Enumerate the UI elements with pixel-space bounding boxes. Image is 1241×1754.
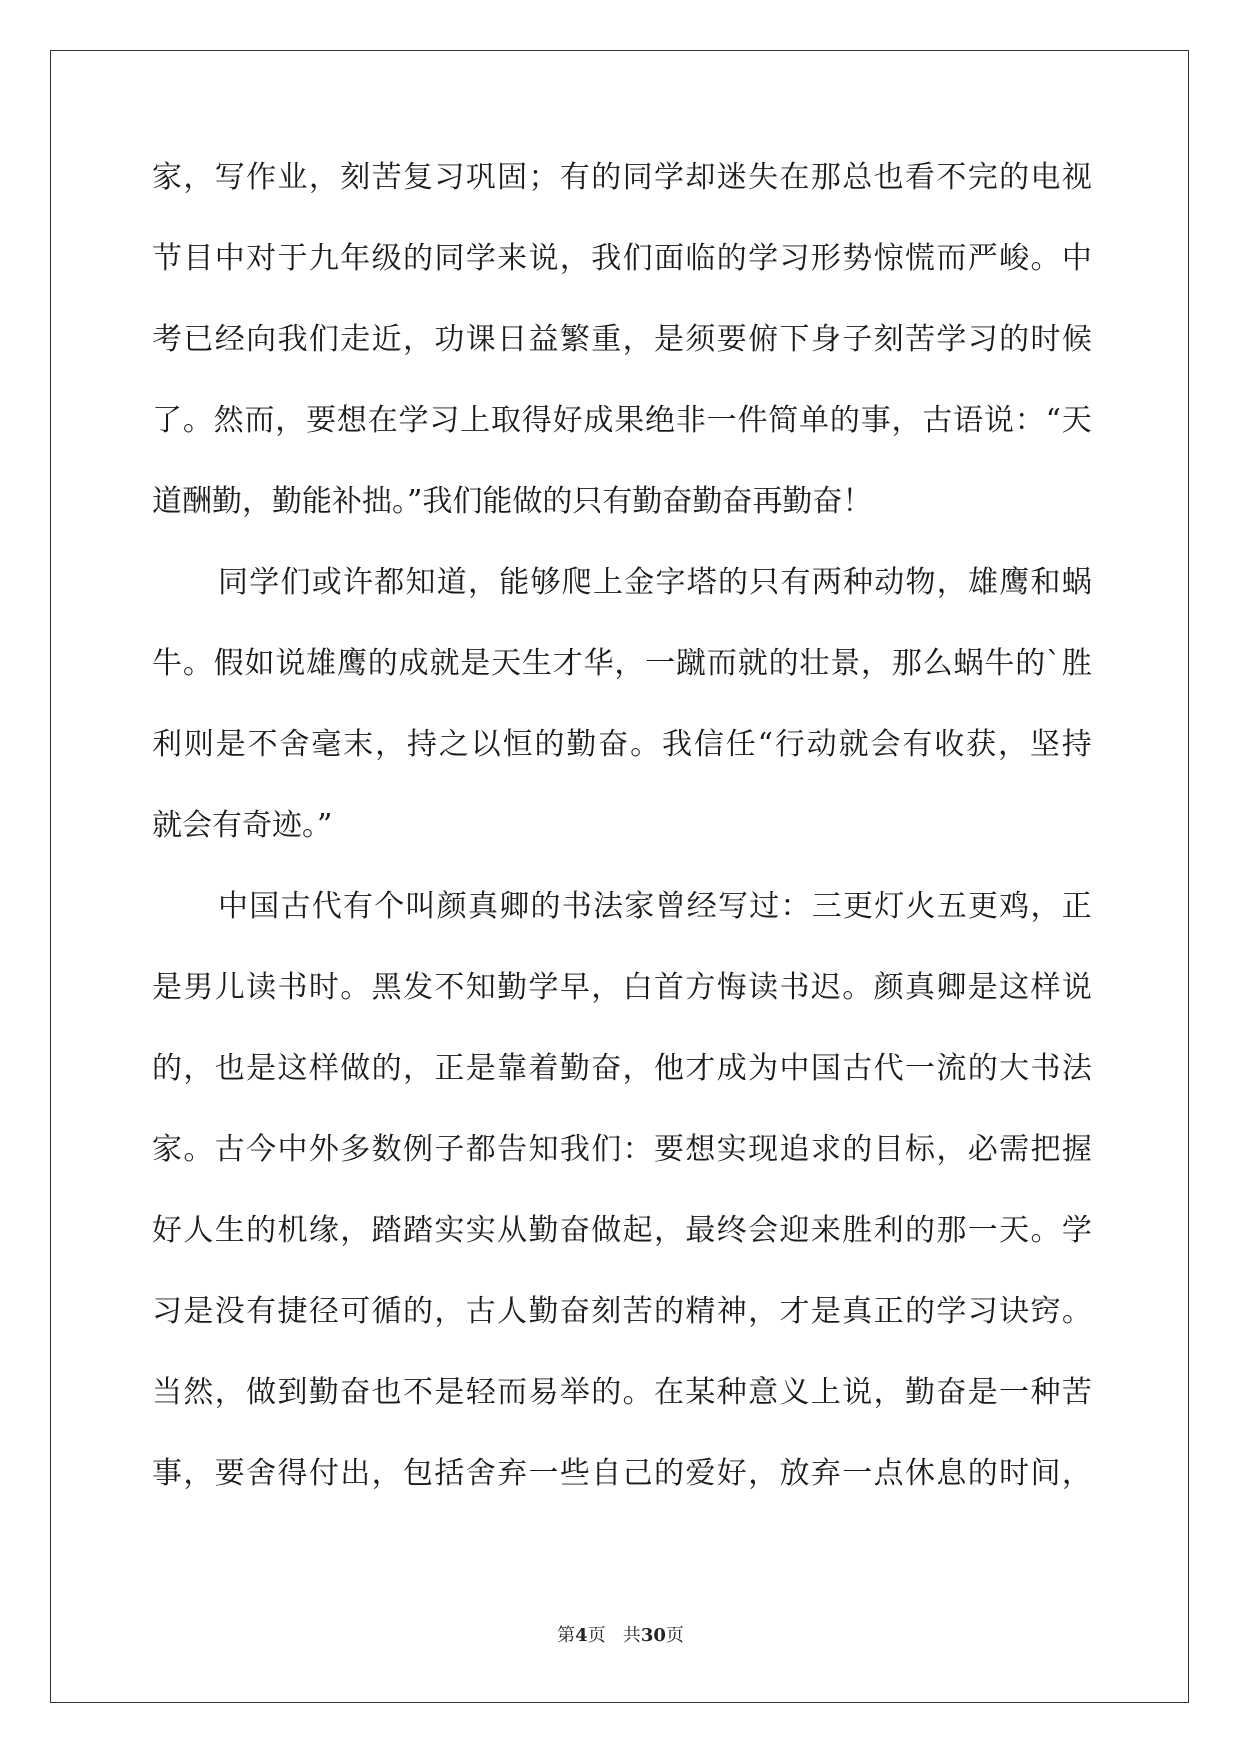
page-footer xyxy=(0,1621,1241,1647)
text-line: 家 ， 写 作 业 ， 刻 苦 复 习 巩 固 ； 有 的 同 学 却 迷 失 在 那 总 也 看 不 完 的 电 视 xyxy=(152,160,1092,195)
text-line: 考 已 经 向 我 们 走 近 ， 功 课 日 益 繁 重 ， 是 须 要 俯 下 身 子 刻 苦 学 习 的 时 候 xyxy=(152,322,1092,357)
page-number: 4 xyxy=(575,1625,588,1646)
text-line: 好 人 生 的 机 缘 ， 踏 踏 实 实 从 勤 奋 做 起 ， 最 终 会 迎 来 胜 利 的 那 一 天 。 学 xyxy=(152,1213,1092,1248)
page-suffix: 页 xyxy=(587,1625,606,1646)
text-line: 道酬勤，勤能补拙。”我们能做的只有勤奋勤奋再勤奋！ xyxy=(152,484,873,519)
total-suffix: 页 xyxy=(665,1625,684,1646)
total-prefix: 共 xyxy=(622,1625,641,1646)
total-pages: 30 xyxy=(640,1625,666,1646)
text-line: 利 则 是 不 舍 毫 末 ， 持 之 以 恒 的 勤 奋 。 我 信 任 “ 行 动 就 会 有 收 获 ， 坚 持 xyxy=(152,727,1092,762)
text-line: 是 男 儿 读 书 时 。 黑 发 不 知 勤 学 早 ， 白 首 方 悔 读 书 迟 。 颜 真 卿 是 这 样 说 xyxy=(152,970,1092,1005)
text-line: 了 。 然 而 ， 要 想 在 学 习 上 取 得 好 成 果 绝 非 一 件 简 单 的 事 ， 古 语 说 ： “ 天 xyxy=(152,403,1092,438)
text-line: 牛 。 假 如 说 雄 鹰 的 成 就 是 天 生 才 华 ， 一 蹴 而 就 的 壮 景 ， 那 么 蜗 牛 的 ` 胜 xyxy=(152,646,1092,681)
document-body xyxy=(152,158,1092,1535)
text-line: 事 ， 要 舍 得 付 出 ， 包 括 舍 弃 一 些 自 己 的 爱 好 ， 放 弃 一 点 休 息 的 时 间 ， xyxy=(152,1456,1092,1491)
text-line: 同 学 们 或 许 都 知 道 ， 能 够 爬 上 金 字 塔 的 只 有 两 种 动 物 ， 雄 鹰 和 蜗 xyxy=(218,565,1092,600)
page-prefix: 第 xyxy=(557,1625,576,1646)
text-line: 中 国 古 代 有 个 叫 颜 真 卿 的 书 法 家 曾 经 写 过 ： 三 更 灯 火 五 更 鸡 ， 正 xyxy=(218,889,1092,924)
text-line: 当 然 ， 做 到 勤 奋 也 不 是 轻 而 易 举 的 。 在 某 种 意 义 上 说 ， 勤 奋 是 一 种 苦 xyxy=(152,1375,1092,1410)
text-line: 就会有奇迹。” xyxy=(152,808,333,843)
text-line: 的 ， 也 是 这 样 做 的 ， 正 是 靠 着 勤 奋 ， 他 才 成 为 中 国 古 代 一 流 的 大 书 法 xyxy=(152,1051,1092,1086)
text-line: 节 目 中 对 于 九 年 级 的 同 学 来 说 ， 我 们 面 临 的 学 习 形 势 惊 慌 而 严 峻 。 中 xyxy=(152,241,1092,276)
text-line: 习 是 没 有 捷 径 可 循 的 ， 古 人 勤 奋 刻 苦 的 精 神 ， 才 是 真 正 的 学 习 诀 窍 。 xyxy=(152,1294,1092,1329)
text-line: 家 。 古 今 中 外 多 数 例 子 都 告 知 我 们 ： 要 想 实 现 追 求 的 目 标 ， 必 需 把 握 xyxy=(152,1132,1092,1167)
